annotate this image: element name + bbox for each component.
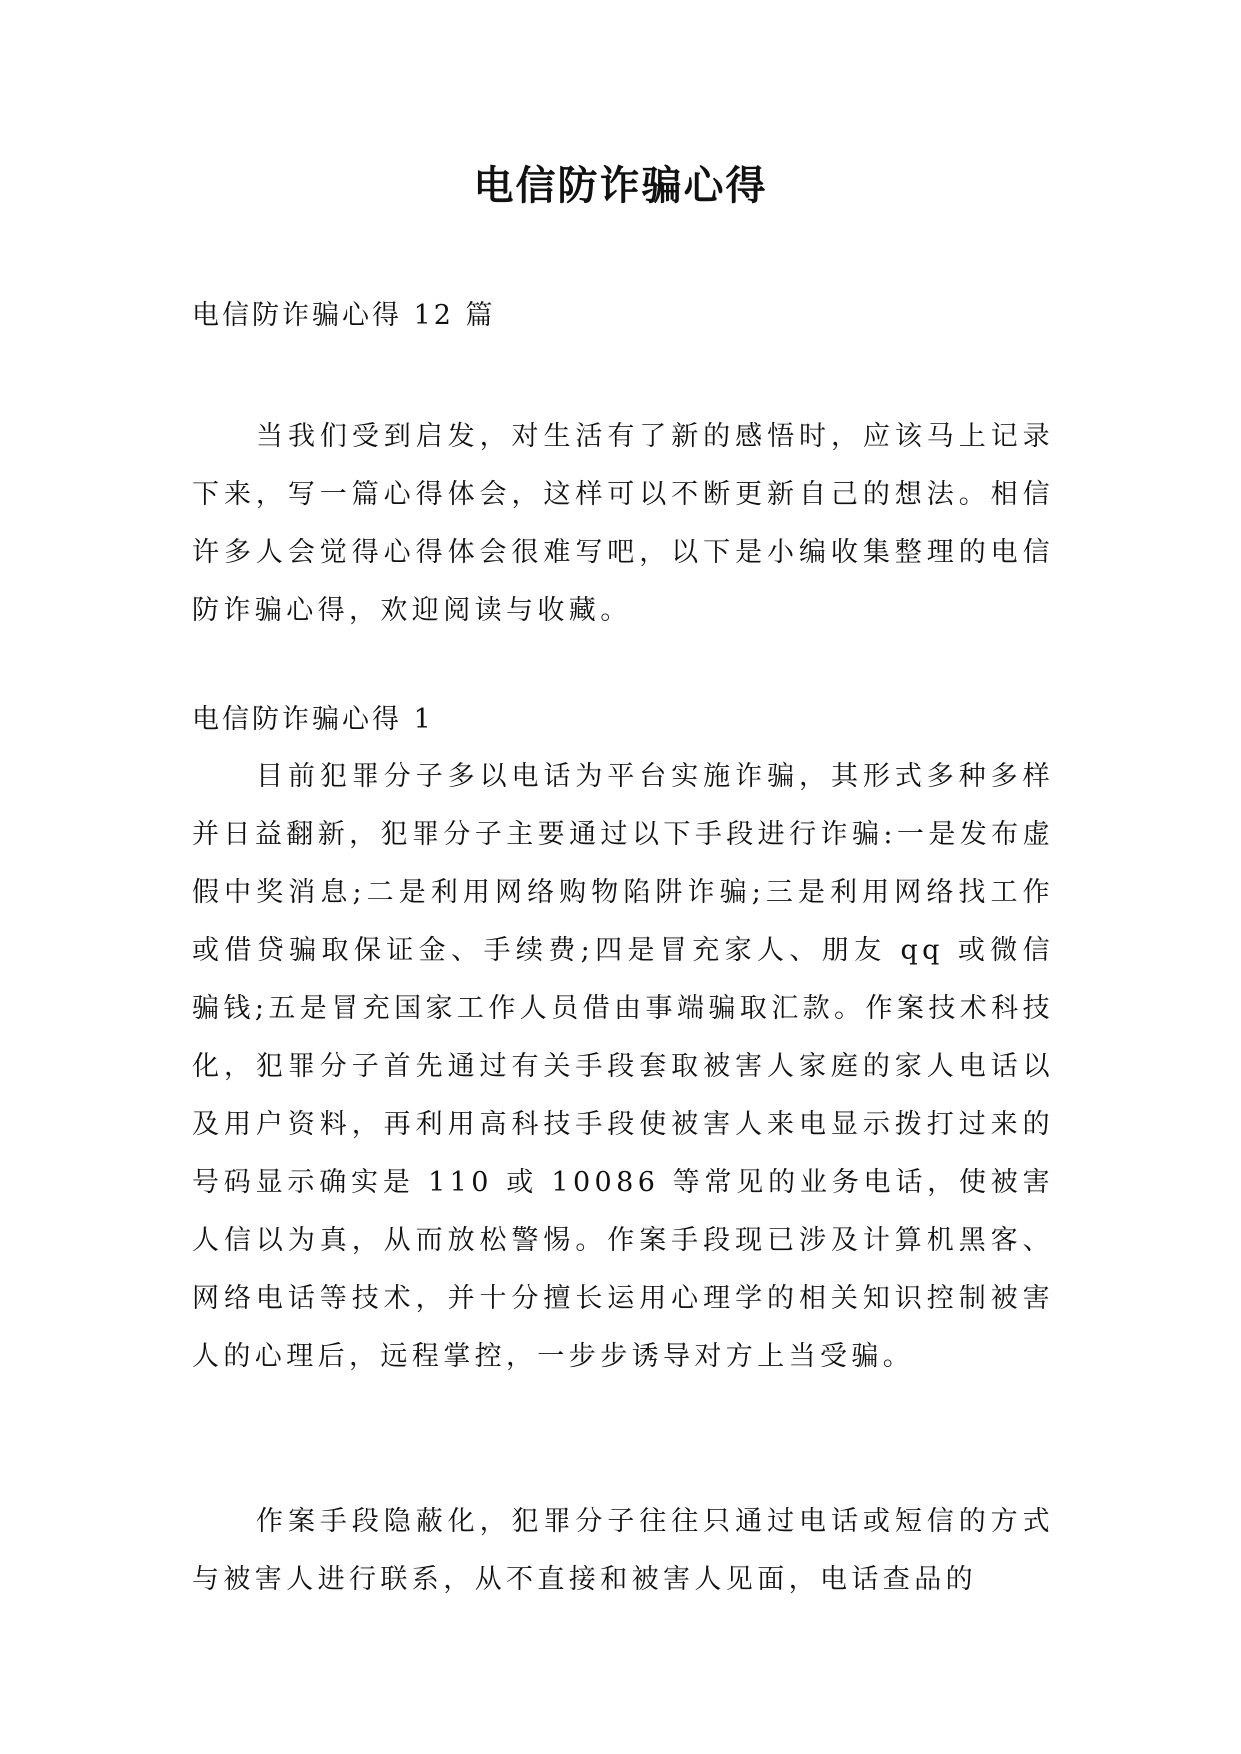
intro-paragraph: 当我们受到启发，对生活有了新的感悟时，应该马上记录下来，写一篇心得体会，这样可以不断更新自己的想法。相信许多人会觉得心得体会很难写吧，以下是小编收集整理的电信防诈骗心得，欢迎阅读与收藏。 [192, 421, 1054, 626]
document-title: 电信防诈骗心得 [473, 163, 768, 209]
body-paragraph: 目前犯罪分子多以电话为平台实施诈骗，其形式多种多样并日益翻新，犯罪分子主要通过以下手段进行诈骗:一是发布虚假中奖消息;二是利用网络购物陷阱诈骗;三是利用网络找工作或借贷骗取保证金、手续费;四是冒充家人、朋友 qq 或微信骗钱;五是冒充国家工作人员借由事端骗取汇款。作案技术科技化，犯罪分子首先通过有关手段套取被害人家庭的家人电话以及用户资料，再利用高科技手段使被害人来电显示拨打过来的号码显示确实是 110 或 10086 等常见的业务电话，使被害人信以为真，从而放松警惕。作案手段现已涉及计算机黑客、网络电话等技术，并十分擅长运用心理学的相关知识控制被害人的心理后，远程掌控，一步步诱导对方上当受骗。 [192, 761, 1054, 1372]
section-heading: 电信防诈骗心得 1 [192, 704, 434, 735]
body-paragraph: 作案手段隐蔽化，犯罪分子往往只通过电话或短信的方式与被害人进行联系，从不直接和被害人见面，电话查品的 [192, 1506, 1054, 1595]
document-subtitle: 电信防诈骗心得 12 篇 [192, 300, 496, 331]
